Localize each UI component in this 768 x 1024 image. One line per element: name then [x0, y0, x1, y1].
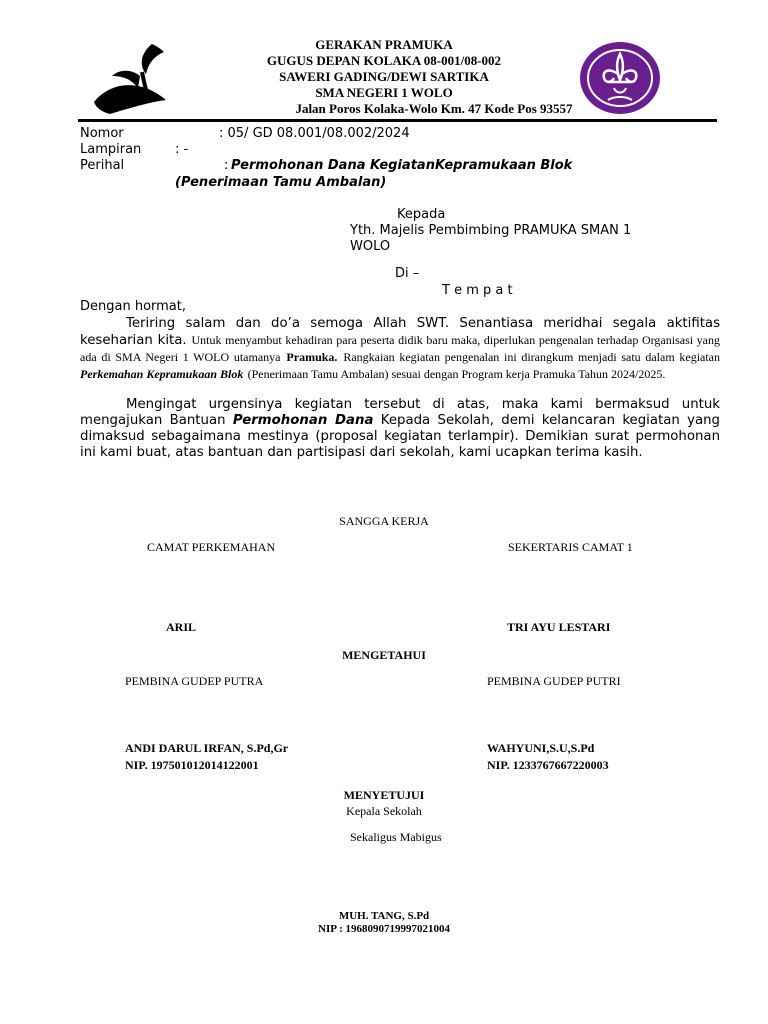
p1-serif-c: (Penerimaan Tamu Ambalan) sesuai dengan Program kerja Pramuka Tahun 2024/2025. — [247, 367, 666, 381]
recipient-name-2: WOLO — [350, 239, 391, 254]
p1-italic: Perkemahan Kepramukaan Blok — [80, 367, 244, 381]
header-rule — [78, 119, 717, 122]
org-name: GERAKAN PRAMUKA — [315, 37, 453, 52]
p1-bold: Pramuka. — [286, 350, 338, 364]
right-role: SEKERTARIS CAMAT 1 — [508, 540, 633, 554]
nomor-value: : 05/ GD 08.001/08.002/2024 — [219, 126, 410, 141]
pembina-putri-role: PEMBINA GUDEP PUTRI — [487, 674, 621, 688]
lampiran-value: : - — [175, 142, 189, 157]
kepsek-nip: NIP : 1968090719997021004 — [318, 923, 450, 935]
mengetahui-heading: MENGETAHUI — [342, 648, 426, 662]
kepala-sekolah-role: Kepala Sekolah — [346, 804, 422, 818]
pembina-putra-role: PEMBINA GUDEP PUTRA — [125, 674, 264, 688]
p2-text-b: Kepada Sekolah, demi kelancaran kegiatan yang dimaksud sebagaimana mestinya (proposal kegiatan terlampir). Demikian surat permohonan ini kami buat, atas bantuan dan partisipasi dari sekolah, kami ucapkan terima kasih. — [80, 413, 720, 460]
right-signatory-name: TRI AYU LESTARI — [507, 620, 611, 634]
lampiran-label: Lampiran — [80, 142, 142, 157]
pembina-putra-nip: NIP. 197501012014122001 — [125, 758, 259, 772]
pembina-putri-name: WAHYUNI,S.U,S.Pd — [487, 741, 595, 755]
gudep-code: GUGUS DEPAN KOLAKA 08-001/08-002 — [266, 53, 502, 68]
greeting: Dengan hormat, — [80, 299, 187, 314]
p1-serif-b: Rangkaian kegiatan pengenalan ini dirangkum menjadi satu dalam kegiatan — [343, 350, 721, 364]
school-name: SMA NEGERI 1 WOLO — [315, 85, 453, 100]
p1-sans-text: Teriring salam dan do’a semoga Allah SWT. Senantiasa meridhai segala aktifitas keseharian kita. — [80, 316, 720, 348]
perihal-label: Perihal — [80, 158, 125, 173]
p2-text-a: Mengingat urgensinya kegiatan tersebut di atas, maka kami bermaksud untuk mengajukan Bantuan — [80, 397, 720, 428]
left-signatory-name: ARIL — [166, 620, 197, 634]
p1-serif-a: Untuk menyambut kehadiran para peserta didik baru maka, diperlukan pengenalan terhadap Organisasi yang ada di SMA Negeri 1 WOLO utamanya — [80, 333, 721, 364]
perihal-value: Permohonan Dana KegiatanKepramukaan Blok — [231, 158, 573, 173]
pembina-putri-nip: NIP. 1233767667220003 — [487, 758, 609, 772]
di-label: Di – — [395, 266, 420, 281]
mabigus-role: Sekaligus Mabigus — [350, 830, 442, 844]
paragraph-2 — [80, 397, 720, 461]
pembina-putra-name: ANDI DARUL IRFAN, S.Pd,Gr — [125, 741, 289, 755]
nomor-label: Nomor — [80, 126, 124, 141]
left-role: CAMAT PERKEMAHAN — [147, 540, 276, 554]
kepada-label: Kepada — [397, 207, 446, 222]
paragraph-1 — [80, 316, 720, 383]
address-line: Jalan Poros Kolaka-Wolo Km. 47 Kode Pos 93557 — [295, 101, 573, 116]
perihal-value-2: (Penerimaan Tamu Ambalan) — [175, 175, 387, 190]
sangga-kerja-heading: SANGGA KERJA — [339, 514, 429, 528]
tempat-label: T e m p a t — [442, 283, 513, 298]
recipient-name: Yth. Majelis Pembimbing PRAMUKA SMAN 1 — [350, 223, 632, 238]
menyetujui-heading: MENYETUJUI — [343, 788, 425, 802]
perihal-colon: : — [224, 158, 229, 173]
scout-emblem-icon — [578, 40, 662, 116]
kepsek-name: MUH. TANG, S.Pd — [338, 910, 430, 922]
p2-italic: Permohonan Dana — [232, 413, 374, 428]
gudep-names: SAWERI GADING/DEWI SARTIKA — [279, 69, 489, 84]
